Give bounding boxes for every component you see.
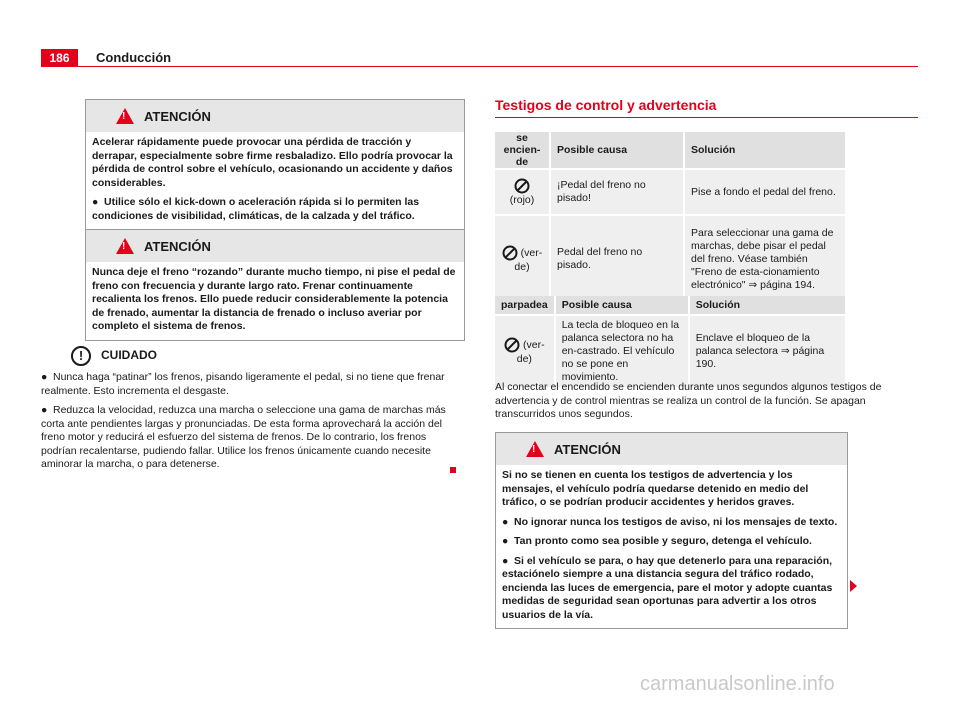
caution-text: Nunca haga “patinar” los frenos, pisando ligeramente el pedal, si no tiene que frenar realmente. Esto incrementa el desgaste. bbox=[41, 371, 445, 397]
table-header-row bbox=[495, 132, 846, 169]
cause-cell: ¡Pedal del freno no pisado! bbox=[550, 169, 684, 215]
bullet-icon: ● bbox=[41, 404, 48, 416]
warning-bullet bbox=[92, 196, 458, 223]
solution-cell: Para seleccionar una gama de marchas, debe pisar el pedal del freno. Véase también "Freno de esta-cionamiento electrónico" ⇒ página 194. bbox=[684, 215, 846, 302]
caution-header bbox=[41, 343, 463, 369]
warning-box-1 bbox=[85, 99, 465, 230]
warning-triangle-icon: ! bbox=[116, 108, 134, 124]
state-text: (ver-de) bbox=[516, 338, 545, 365]
table-row bbox=[495, 215, 846, 302]
cause-cell: La tecla de bloqueo en la palanca selectora no ha en-castrado. El vehículo no se pone en movimiento. bbox=[555, 315, 689, 387]
warning-bullet-text: Utilice sólo el kick-down o aceleración rápida si lo permiten las condiciones de visibilidad, climáticas, de la calzada y del tráfico. bbox=[92, 196, 420, 222]
exclamation-circle-icon: ! bbox=[71, 346, 91, 366]
column-header: parpadea bbox=[495, 296, 555, 315]
warning-header bbox=[86, 100, 464, 132]
warning-bullet-text: Tan pronto como sea posible y seguro, detenga el vehículo. bbox=[514, 535, 812, 547]
warning-box-2 bbox=[85, 229, 465, 341]
brake-pedal-lamp-icon bbox=[502, 245, 518, 261]
section-title: Testigos de control y advertencia bbox=[495, 97, 717, 113]
warning-title: ATENCIÓN bbox=[554, 441, 621, 457]
column-header: Posible causa bbox=[550, 132, 684, 169]
info-paragraph: Al conectar el encendido se encienden durante unos segundos algunos testigos de advertencia y de control mientras se realiza un control de la función. Se apagan transcurridos unos segundos. bbox=[495, 381, 882, 420]
warning-bullet bbox=[502, 555, 841, 623]
warning-triangle-icon: ! bbox=[116, 238, 134, 254]
warning-box-3 bbox=[495, 432, 848, 629]
table-header-row bbox=[495, 296, 846, 315]
page-title: Conducción bbox=[96, 50, 172, 65]
warning-triangle-icon: ! bbox=[526, 441, 544, 457]
brake-pedal-lamp-icon bbox=[514, 178, 530, 194]
state-text: (rojo) bbox=[509, 193, 535, 206]
warning-body bbox=[86, 132, 464, 229]
solution-cell: Enclave el bloqueo de la palanca selectora ⇒ página 190. bbox=[689, 315, 846, 387]
bullet-icon: ● bbox=[502, 535, 509, 547]
column-header: Posible causa bbox=[555, 296, 689, 315]
cause-cell: Pedal del freno no pisado. bbox=[550, 215, 684, 302]
end-marker bbox=[450, 467, 456, 473]
section-rule bbox=[495, 117, 918, 118]
caution-text: Reduzca la velocidad, reduzca una marcha o seleccione una gama de marchas más corta ante pendientes largas y pronunciadas. De esta forma aprovechará la acción del freno motor y reducirá el esfuerzo del sistema de frenos. De lo contrario, los frenos podrían recalentarse, pudiendo fallar. Utilice los frenos únicamente cuando necesite aminorar la marcha, o para detenerse. bbox=[41, 404, 446, 470]
caution-title: CUIDADO bbox=[101, 348, 157, 363]
state-cell bbox=[495, 315, 555, 387]
state-cell bbox=[495, 215, 550, 302]
warning-bullet bbox=[502, 516, 841, 530]
table-row bbox=[495, 315, 846, 387]
continue-arrow-icon bbox=[850, 580, 857, 592]
warning-bullet bbox=[502, 535, 841, 549]
bullet-icon: ● bbox=[92, 196, 99, 208]
brake-pedal-lamp-icon bbox=[504, 337, 520, 353]
caution-bullet bbox=[41, 371, 463, 398]
lamps-table-on bbox=[495, 132, 847, 302]
bullet-icon: ● bbox=[502, 515, 509, 528]
state-text: (ver-de) bbox=[514, 246, 543, 273]
state-cell bbox=[495, 169, 550, 215]
watermark: carmanualsonline.info bbox=[640, 673, 835, 695]
warning-body bbox=[496, 465, 847, 628]
page-number: 186 bbox=[41, 49, 78, 66]
warning-body bbox=[86, 262, 464, 340]
bullet-icon: ● bbox=[41, 371, 48, 383]
solution-cell: Pise a fondo el pedal del freno. bbox=[684, 169, 846, 215]
lamps-table-flashing bbox=[495, 296, 847, 387]
warning-title: ATENCIÓN bbox=[144, 238, 211, 254]
caution-bullet bbox=[41, 404, 463, 472]
column-header: Solución bbox=[684, 132, 846, 169]
header-rule bbox=[41, 66, 918, 67]
warning-text: Si no se tienen en cuenta los testigos de advertencia y los mensajes, el vehículo podría quedarse detenido en medio del tráfico, o se podrían producir accidentes y heridos graves. bbox=[502, 469, 809, 508]
warning-text: Nunca deje el freno “rozando” durante mucho tiempo, ni pise el pedal de freno con frecuencia y durante largo rato. Frenar continuamente recalienta los frenos. Ello puede reducir considerablemente la potencia de frenado, aumentar la distancia de frenado o incluso averiar por completo el sistema de frenos. bbox=[92, 266, 456, 332]
column-header: se encien-de bbox=[495, 132, 550, 169]
warning-bullet-text: Si el vehículo se para, o hay que detenerlo para una reparación, estaciónelo siempre a una distancia segura del tráfico rodado, encienda las luces de emergencia, pare el motor y adopte cuantas medidas de seguridad sean oportunas para advertir a los otros usuarios de la vía. bbox=[502, 554, 833, 621]
column-header: Solución bbox=[689, 296, 846, 315]
warning-bullet-text: No ignorar nunca los testigos de aviso, ni los mensajes de texto. bbox=[514, 515, 838, 528]
table-row bbox=[495, 169, 846, 215]
warning-text: Acelerar rápidamente puede provocar una pérdida de tracción y derrapar, especialmente sobre firme resbaladizo. Ello podría provocar la pérdida de control sobre el vehículo, ocasionando un accidente y daños considerables. bbox=[92, 136, 453, 189]
warning-header bbox=[496, 433, 847, 465]
bullet-icon: ● bbox=[502, 554, 509, 567]
caution-section bbox=[41, 343, 463, 478]
warning-header bbox=[86, 230, 464, 262]
warning-title: ATENCIÓN bbox=[144, 108, 211, 124]
